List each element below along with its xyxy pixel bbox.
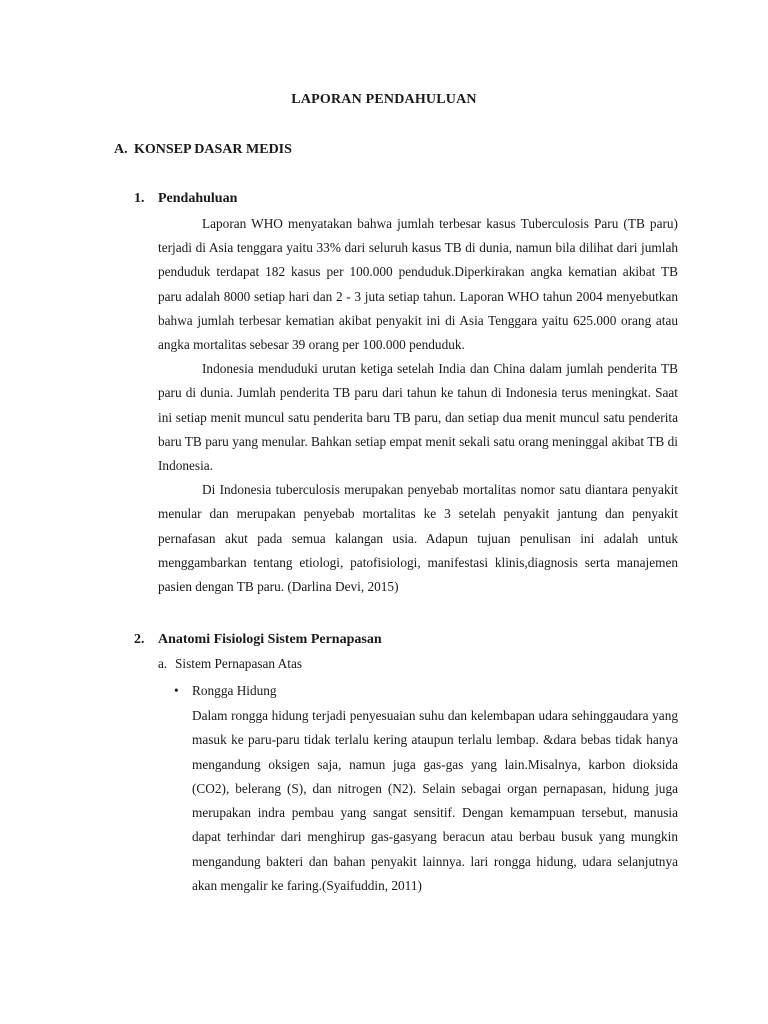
paragraph: Indonesia menduduki urutan ketiga setelah India dan China dalam jumlah penderita TB paru di dunia. Jumlah penderita TB paru dari tahun ke tahun di Indonesia terus meningkat. Saat ini setiap menit muncul satu penderita baru TB paru, dan setiap dua menit muncul satu penderita baru TB paru yang menular. Bahkan setiap empat menit sekali satu orang meninggal akibat TB di Indonesia. bbox=[158, 361, 678, 474]
section-1-heading bbox=[134, 191, 237, 207]
paragraph: Dalam rongga hidung terjadi penyesuaian suhu dan kelembapan udara sehinggaudara yang masuk ke paru-paru tidak terlalu kering ataupun terlalu lembap. &dara bebas tidak hanya mengandung oksigen saja, namun juga gas-gas yang lain.Misalnya, karbon dioksida (CO2), belerang (S), dan nitrogen (N2). Selain sebagai organ pernapasan, hidung juga merupakan indra pembau yang sangat sensitif. Dengan kemampuan tersebut, manusia dapat terhindar dari menghirup gas-gasyang beracun atau berbau busuk yang mungkin mengandung bakteri dan bahan penyakit lainnya. lari rongga hidung, udara selanjutnya akan mengalir ke faring.(Syaifuddin, 2011) bbox=[192, 708, 678, 894]
subsection-a-label: Sistem Pernapasan Atas bbox=[175, 656, 303, 671]
section-2-label: Anatomi Fisiologi Sistem Pernapasan bbox=[158, 632, 382, 647]
section-1-number: 1. bbox=[134, 191, 145, 206]
subsection-a-letter: a. bbox=[158, 656, 168, 671]
section-a-number: A. bbox=[114, 142, 128, 157]
bullet-body bbox=[192, 704, 678, 898]
section-a-label: KONSEP DASAR MEDIS bbox=[134, 142, 292, 157]
paragraph: Di Indonesia tuberculosis merupakan penyebab mortalitas nomor satu diantara penyakit menular dan merupakan penyebab mortalitas ke 3 setelah penyakit jantung dan penyakit pernafasan akut pada semua kalangan usia. Adapun tujuan penulisan ini adalah untuk menggambarkan tentang etiologi, patofisiologi, manifestasi klinis,diagnosis serta manajemen pasien dengan TB paru. (Darlina Devi, 2015) bbox=[158, 482, 678, 595]
section-1-label: Pendahuluan bbox=[158, 191, 238, 206]
section-2-heading bbox=[134, 632, 382, 648]
section-2-number: 2. bbox=[134, 632, 145, 647]
bullet-icon: • bbox=[174, 683, 179, 698]
document-title: LAPORAN PENDAHULUAN bbox=[291, 92, 477, 107]
bullet-label: Rongga Hidung bbox=[192, 683, 277, 698]
paragraph: Laporan WHO menyatakan bahwa jumlah terbesar kasus Tuberculosis Paru (TB paru) terjadi di Asia tenggara yaitu 33% dari seluruh kasus TB di dunia, namun bila dilihat dari jumlah penduduk terdapat 182 kasus per 100.000 penduduk.Diperkirakan angka kematian akibat TB paru adalah 8000 setiap hari dan 2 - 3 juta setiap tahun. Laporan WHO tahun 2004 menyebutkan bahwa jumlah terbesar kematian akibat penyakit ini di Asia Tenggara yaitu 625.000 orang atau angka mortalitas sebesar 39 orang per 100.000 penduduk. bbox=[158, 216, 678, 353]
section-a-heading bbox=[114, 142, 292, 158]
bullet-item bbox=[174, 683, 277, 699]
subsection-a bbox=[158, 656, 302, 672]
section-1-body bbox=[158, 212, 678, 599]
